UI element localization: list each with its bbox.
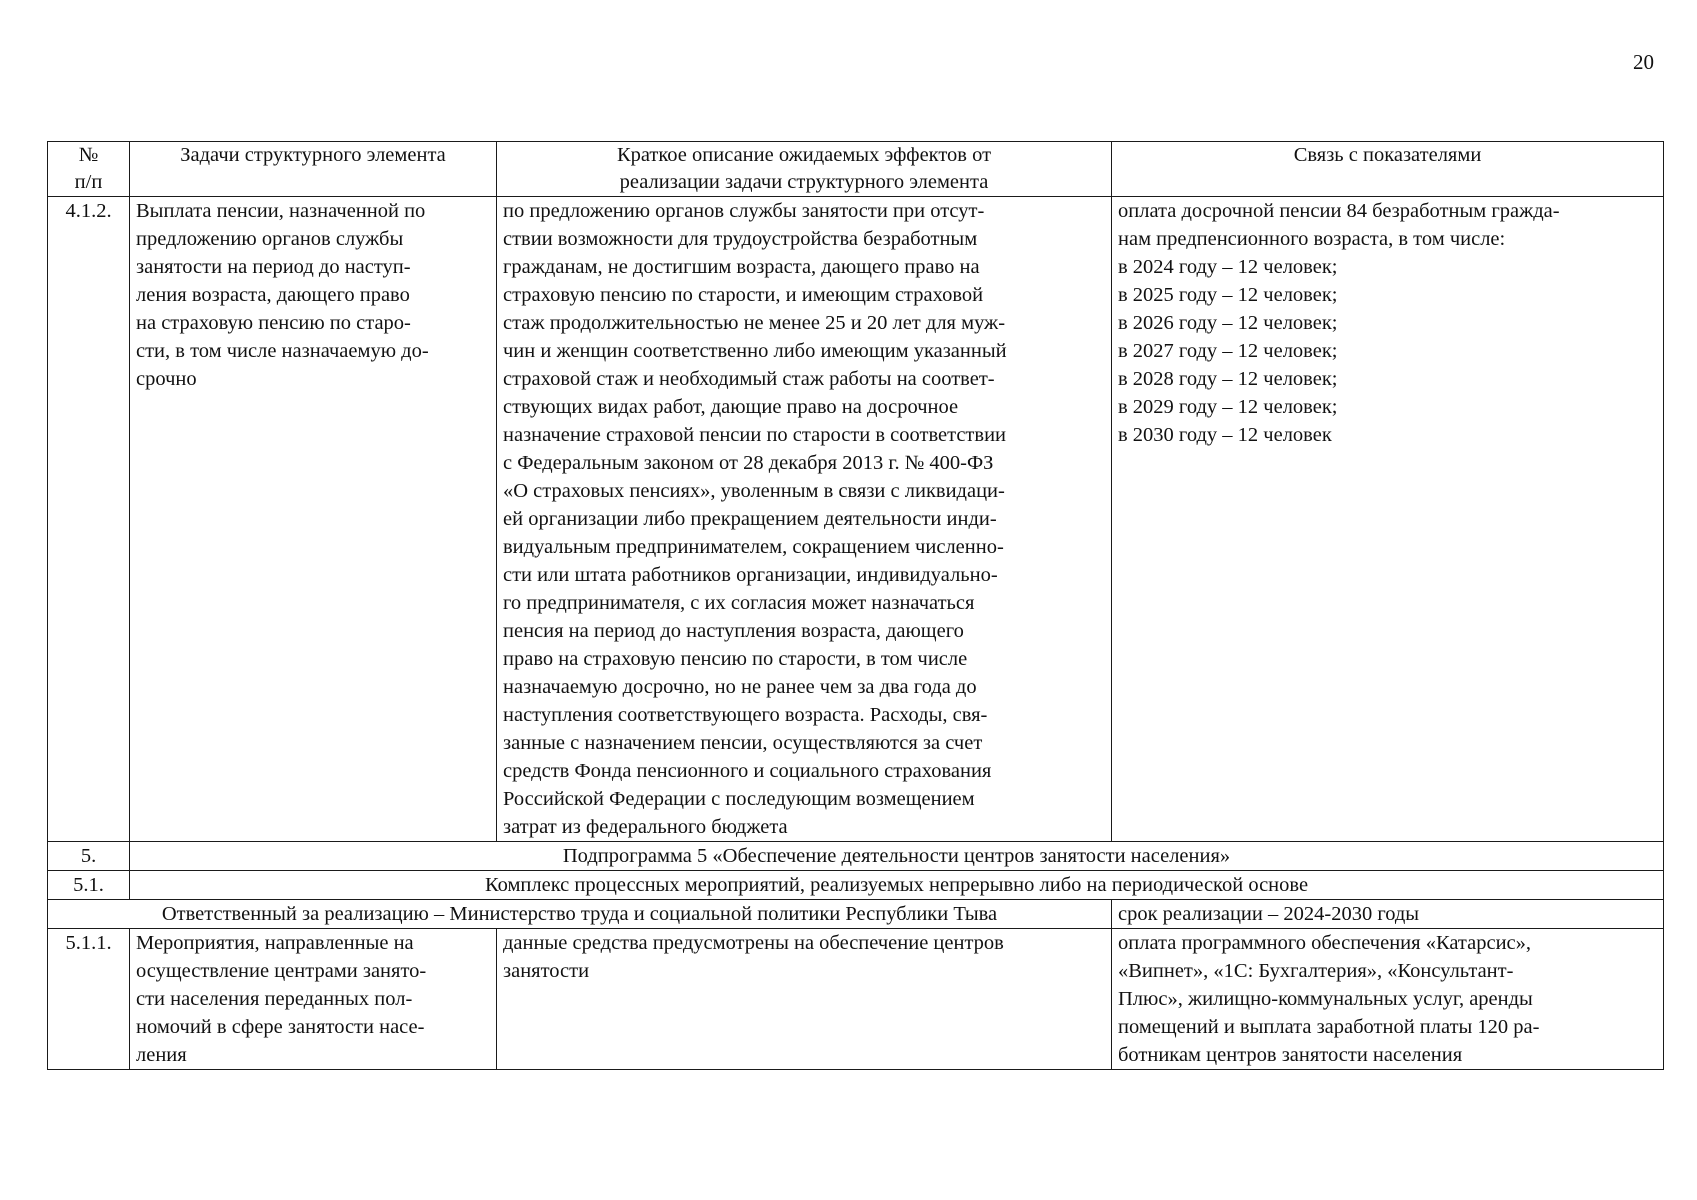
text-line: го предпринимателя, с их согласия может назначаться (503, 592, 975, 614)
indicator-cell (1112, 197, 1664, 842)
complex-title-cell: Комплекс процессных мероприятий, реализуемых непрерывно либо на периодической основе (130, 871, 1664, 900)
text-line: помещений и выплата заработной платы 120 ра- (1118, 1016, 1540, 1038)
responsible-cell: Ответственный за реализацию – Министерство труда и социальной политики Республики Тыва (48, 900, 1112, 929)
header-effects-cell (497, 142, 1112, 197)
text-line: Мероприятия, направленные на (136, 932, 414, 954)
text-line: право на страховую пенсию по старости, в том числе (503, 648, 968, 670)
text-line: назначение страховой пенсии по старости в соответствии (503, 424, 1007, 446)
text-line: ствии возможности для трудоустройства безработным (503, 228, 978, 250)
text-line: средств Фонда пенсионного и социального страхования (503, 760, 992, 782)
row-number-cell: 5.1.1. (48, 929, 130, 1070)
text-line: наступления соответствующего возраста. Расходы, свя- (503, 704, 988, 726)
text-line: ботникам центров занятости населения (1118, 1044, 1463, 1066)
text-line: п/п (74, 171, 103, 193)
effect-cell (497, 197, 1112, 842)
text-line: Задачи структурного элемента (180, 144, 446, 166)
text-line: № (78, 144, 99, 166)
program-table (47, 141, 1664, 1070)
text-line: ствующих видах работ, дающие право на досрочное (503, 396, 959, 418)
page-number: 20 (1633, 50, 1654, 74)
table-row-5-1-1 (48, 929, 1664, 1070)
row-number-cell: 5. (48, 842, 130, 871)
text-line: номочий в сфере занятости насе- (136, 1016, 425, 1038)
text-line: Плюс», жилищно-коммунальных услуг, аренды (1118, 988, 1533, 1010)
text-line: с Федеральным законом от 28 декабря 2013 г. № 400-ФЗ (503, 452, 994, 474)
table-row-4-1-2 (48, 197, 1664, 842)
table-header-row (48, 142, 1664, 197)
text-line: сти, в том числе назначаемую до- (136, 340, 429, 362)
text-line: сти или штата работников организации, индивидуально- (503, 564, 998, 586)
text-line: срочно (136, 368, 197, 390)
text-line: занятости (503, 960, 590, 982)
header-indicators-cell (1112, 142, 1664, 197)
text-line: ей организации либо прекращением деятельности инди- (503, 508, 997, 530)
text-line: пенсия на период до наступления возраста, дающего (503, 620, 964, 642)
text-line: нам предпенсионного возраста, в том числе: (1118, 228, 1506, 250)
text-line: занятости на период до наступ- (136, 256, 411, 278)
text-line: видуальным предпринимателем, сокращением численно- (503, 536, 1004, 558)
text-line: назначаемую досрочно, но не ранее чем за два года до (503, 676, 977, 698)
text-line: ления возраста, дающего право (136, 284, 410, 306)
task-cell (130, 197, 497, 842)
text-line: в 2030 году – 12 человек (1118, 424, 1332, 446)
text-line: Связь с показателями (1293, 144, 1482, 166)
table-row-5-1 (48, 871, 1664, 900)
table-row-5 (48, 842, 1664, 871)
text-line: в 2029 году – 12 человек; (1118, 396, 1338, 418)
effect-cell (497, 929, 1112, 1070)
text-line: оплата досрочной пенсии 84 безработным гражда- (1118, 200, 1560, 222)
text-line: данные средства предусмотрены на обеспечение центров (503, 932, 1004, 954)
table-row-responsible (48, 900, 1664, 929)
text-line: стаж продолжительностью не менее 25 и 20 лет для муж- (503, 312, 1006, 334)
text-line: Краткое описание ожидаемых эффектов от (616, 144, 992, 166)
indicator-cell (1112, 929, 1664, 1070)
text-line: в 2028 году – 12 человек; (1118, 368, 1338, 390)
text-line: Российской Федерации с последующим возмещением (503, 788, 975, 810)
text-line: по предложению органов службы занятости при отсут- (503, 200, 985, 222)
text-line: занные с назначением пенсии, осуществляются за счет (503, 732, 983, 754)
text-line: на страховую пенсию по старо- (136, 312, 411, 334)
task-cell (130, 929, 497, 1070)
text-line: в 2027 году – 12 человек; (1118, 340, 1338, 362)
text-line: в 2025 году – 12 человек; (1118, 284, 1338, 306)
text-line: страховую пенсию по старости, и имеющим страховой (503, 284, 984, 306)
text-line: «О страховых пенсиях», уволенным в связи с ликвидаци- (503, 480, 1005, 502)
text-line: гражданам, не достигшим возраста, дающего право на (503, 256, 980, 278)
header-number-cell (48, 142, 130, 197)
text-line: в 2026 году – 12 человек; (1118, 312, 1338, 334)
text-line: предложению органов службы (136, 228, 404, 250)
text-line: «Випнет», «1С: Бухгалтерия», «Консультант- (1118, 960, 1514, 982)
row-number-cell: 4.1.2. (48, 197, 130, 842)
text-line: сти населения переданных пол- (136, 988, 413, 1010)
text-line: ления (136, 1044, 187, 1066)
subprogram-title-cell: Подпрограмма 5 «Обеспечение деятельности центров занятости населения» (130, 842, 1664, 871)
header-tasks-cell (130, 142, 497, 197)
text-line: страховой стаж и необходимый стаж работы на соответ- (503, 368, 995, 390)
text-line: затрат из федерального бюджета (503, 816, 788, 838)
text-line: чин и женщин соответственно либо имеющим указанный (503, 340, 1007, 362)
text-line: осуществление центрами занято- (136, 960, 427, 982)
text-line: оплата программного обеспечения «Катарсис», (1118, 932, 1532, 954)
text-line: Выплата пенсии, назначенной по (136, 200, 426, 222)
text-line: реализации задачи структурного элемента (619, 171, 989, 193)
row-number-cell: 5.1. (48, 871, 130, 900)
text-line: в 2024 году – 12 человек; (1118, 256, 1338, 278)
term-cell: срок реализации – 2024-2030 годы (1112, 900, 1664, 929)
